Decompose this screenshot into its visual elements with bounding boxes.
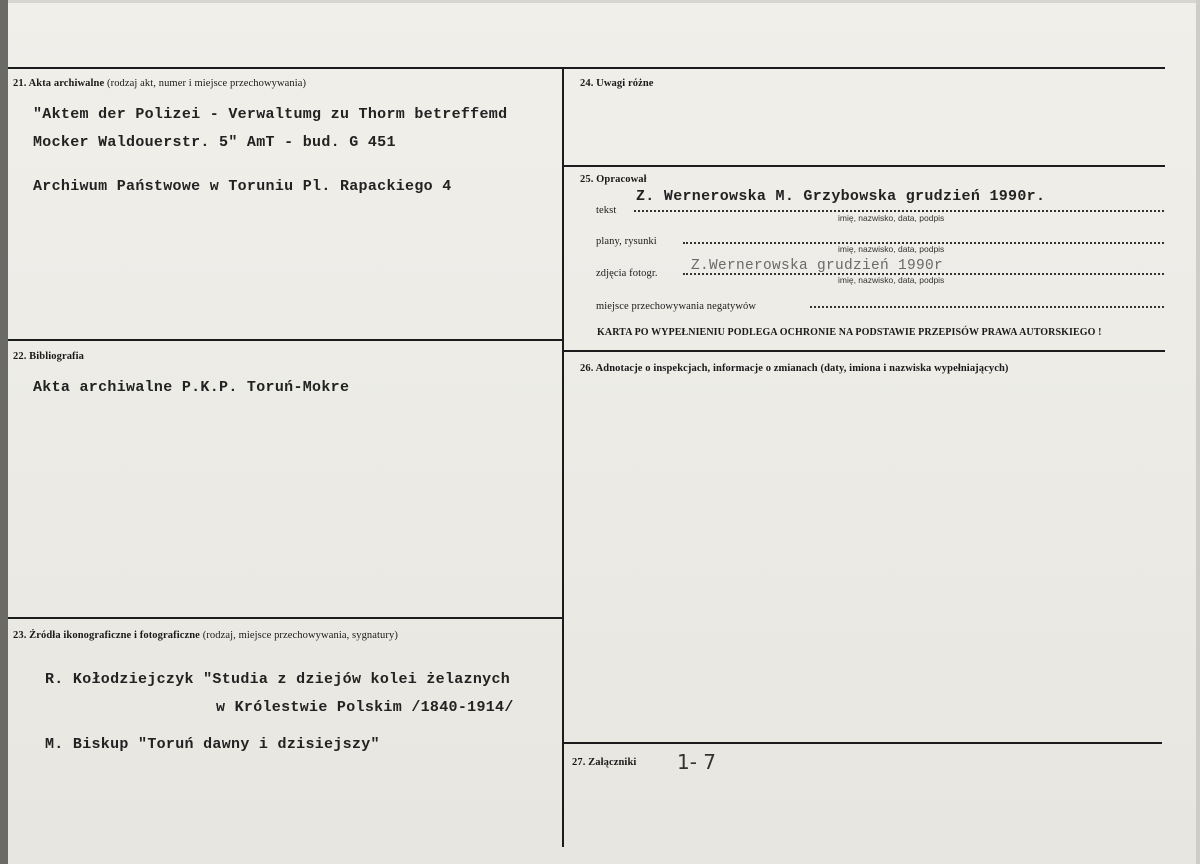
tekst-label: tekst [596,205,617,216]
section-27-value: 1- 7 [677,750,717,774]
rule-24-25 [564,165,1165,167]
section-26-note: (daty, imiona i nazwiska wypełniających) [820,363,1009,374]
section-21-line-2: Mocker Waldouerstr. 5" AmT - bud. G 451 [33,134,396,151]
tekst-hint: imię, nazwisko, data, podpis [838,213,945,223]
section-24-label: 24. Uwagi różne [580,78,654,89]
section-21-line-3: Archiwum Państwowe w Toruniu Pl. Rapackiego 4 [33,178,452,195]
section-26-heading [580,363,1009,374]
center-divider [562,67,564,847]
card-right-edge [1196,0,1200,864]
zdjecia-hint: imię, nazwisko, data, podpis [838,275,945,285]
section-23-line-2: w Królestwie Polskim /1840-1914/ [216,699,514,716]
section-21-line-1: "Aktem der Polizei - Verwaltumg zu Thorm betreffemd [33,106,508,123]
section-22-label: 22. Bibliografia [13,351,85,362]
section-22-line-1: Akta archiwalne P.K.P. Toruń-Mokre [33,379,350,396]
section-25-label: 25. Opracował [580,174,647,185]
copyright-notice: KARTA PO WYPEŁNIENIU PODLEGA OCHRONIE NA PODSTAWIE PRZEPISÓW PRAWA AUTORSKIEGO ! [597,327,1102,338]
section-23-note: (rodzaj, miejsce przechowywania, sygnatury) [202,630,398,641]
section-21-note: (rodzaj akt, numer i miejsce przechowywania) [107,78,307,89]
section-23-label: 23. Źródła ikonograficzne i fotograficzne [13,630,200,641]
rule-21-22 [8,339,563,341]
card-left-edge [0,0,8,864]
zdjecia-label: zdjęcia fotogr. [596,268,658,279]
zdjecia-value: Z.Wernerowska grudzień 1990r [691,258,944,274]
plany-hint: imię, nazwisko, data, podpis [838,244,945,254]
negatywy-dotted-line [810,306,1164,308]
section-21-heading [13,78,306,89]
top-rule [8,67,1165,69]
negatywy-label: miejsce przechowywania negatywów [596,301,757,312]
rule-25-26 [564,350,1165,352]
card-top-edge [0,0,1200,3]
section-23-line-1: R. Kołodziejczyk "Studia z dziejów kolei żelaznych [45,671,511,688]
rule-22-23 [8,617,563,619]
section-21-label: 21. Akta archiwalne [13,78,105,89]
section-23-line-3: M. Biskup "Toruń dawny i dzisiejszy" [45,736,380,753]
rule-26-27 [564,742,1162,744]
tekst-dotted-line [634,210,1164,212]
plany-label: plany, rysunki [596,236,657,247]
section-23-heading [13,630,398,641]
section-26-label: 26. Adnotacje o inspekcjach, informacje o zmianach [580,363,818,374]
section-27-label: 27. Załączniki [572,757,637,768]
tekst-value: Z. Wernerowska M. Grzybowska grudzień 1990r. [636,188,1046,205]
